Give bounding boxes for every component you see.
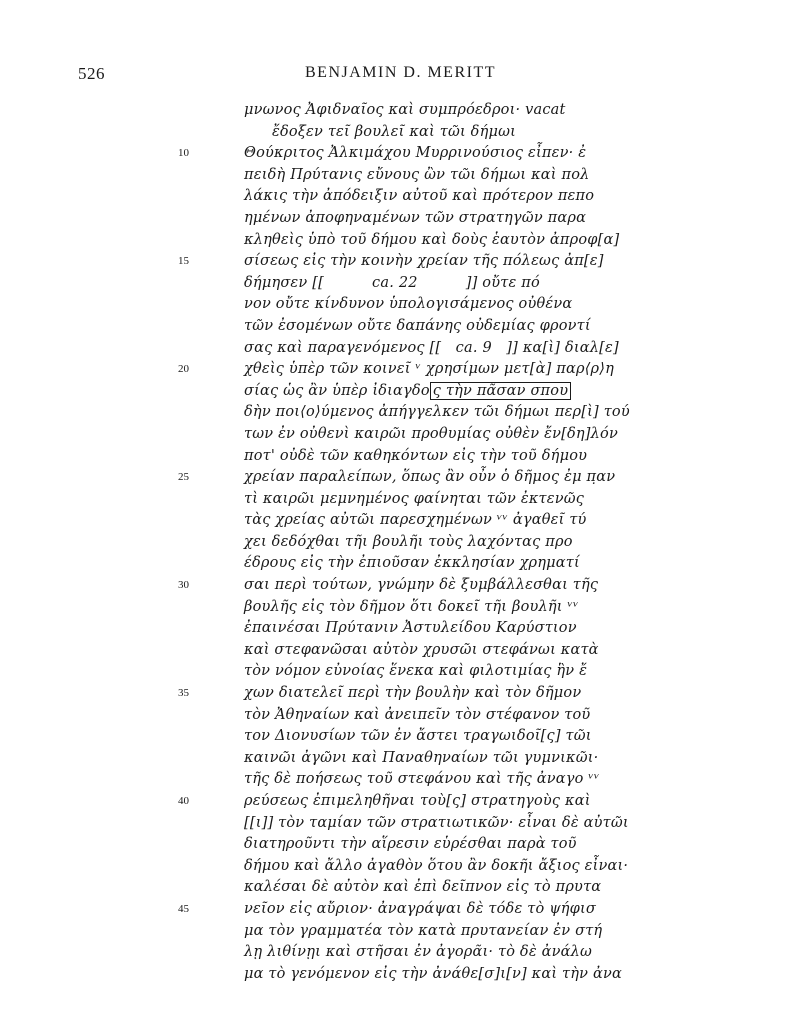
line-text: σας καὶ παραγενόμενος [[ ca. 9 ]] κα[ὶ] διαλ[ε] — [244, 339, 619, 356]
line-text: δήμου καὶ ἄλλο ἀγαθὸν ὅτου ἂν δοκῆι ἄξιος εἶναι· — [244, 857, 629, 874]
line-text: έδρους εἰς τὴν ἐπιοῦσαν ἐκκλησίαν χρηματί — [244, 555, 580, 572]
text-line — [0, 575, 801, 597]
running-head: BENJAMIN D. MERITT — [305, 64, 496, 81]
line-text: χων διατελεῖ περὶ τὴν βουλὴν καὶ τὸν δῆμον — [244, 685, 582, 702]
line-text: Θούκριτος Ἀλκιμάχου Μυρρινούσιος εἶπεν· ἐ — [244, 145, 587, 162]
text-line — [0, 381, 801, 403]
text-line — [0, 230, 801, 252]
line-text: καλέσαι δὲ αὐτὸν καὶ ἐπὶ δεῖπνον εἰς τὸ πρυτα — [244, 879, 602, 896]
text-line — [0, 489, 801, 511]
line-text: τὶ καιρῶι μεμνημένος φαίνηται τῶν ἐκτενῶς — [244, 490, 585, 507]
text-line — [0, 921, 801, 943]
line-number: 30 — [178, 579, 189, 592]
text-line — [0, 251, 801, 273]
text-line — [0, 532, 801, 554]
boxed-text: ς τὴν πᾶσαν σπου — [430, 382, 571, 400]
text-line — [0, 726, 801, 748]
line-text: τὸν νόμον εὐνοίας ἕνεκα καὶ φιλοτιμίας ἣν ἔ — [244, 663, 588, 680]
line-text: πειδὴ Πρύτανις εὔνους ὢν τῶι δήμωι καὶ πολ — [244, 166, 590, 183]
text-line — [0, 294, 801, 316]
line-number: 10 — [178, 147, 189, 160]
line-text: νεῖον εἰς αὔριον· ἀναγράψαι δὲ τόδε τὸ ψήφισ — [244, 900, 596, 917]
text-line — [0, 186, 801, 208]
text-line — [0, 208, 801, 230]
line-number: 15 — [178, 255, 189, 268]
line-text: λάκις τὴν ἀπόδειξιν αὐτοῦ καὶ πρότερον πεπο — [244, 188, 595, 205]
line-text: βουλῆς εἰς τὸν δῆμον ὅτι δοκεῖ τῆι βουλῆι ᵛᵛ — [244, 598, 579, 615]
text-line — [0, 338, 801, 360]
text-line — [0, 834, 801, 856]
line-text-before-box: σίας ὡς ἂν ὑπὲρ ἰδιαγδο — [244, 382, 430, 399]
line-text: καινῶι ἀγῶνι καὶ Παναθηναίων τῶι γυμνικῶι· — [244, 749, 599, 766]
text-line — [0, 424, 801, 446]
line-text: μα τὸ γενόμενον εἰς τὴν ἀνάθε[σ]ι[ν] καὶ τὴν ἀνα — [244, 965, 622, 982]
text-line — [0, 359, 801, 381]
line-text: σαι περὶ τούτων, γνώμην δὲ ξυμβάλλεσθαι τῆς — [244, 577, 599, 594]
text-line — [0, 791, 801, 813]
line-number: 25 — [178, 471, 189, 484]
line-text — [244, 381, 571, 403]
text-line — [0, 597, 801, 619]
line-text: τῆς δὲ ποήσεως τοῦ στεφάνου καὶ τῆς ἀναγο ᵛᵛ — [244, 771, 600, 788]
text-line — [0, 985, 801, 1007]
text-line — [0, 813, 801, 835]
text-line — [0, 165, 801, 187]
text-line — [0, 942, 801, 964]
line-text: κληθεὶς ὑπὸ τοῦ δήμου καὶ δοὺς ἑαυτὸν ἀπροφ[α] — [244, 231, 620, 248]
text-line — [0, 877, 801, 899]
inscription-text — [0, 100, 801, 1029]
text-line — [0, 856, 801, 878]
text-line — [0, 640, 801, 662]
text-line — [0, 510, 801, 532]
line-text: ἔδοξεν τεῖ βουλεῖ καὶ τῶι δήμωι — [272, 123, 517, 140]
line-text: καὶ στεφανῶσαι αὐτὸν χρυσῶι στεφάνωι κατὰ — [244, 641, 599, 658]
line-number: 35 — [178, 687, 189, 700]
line-text: σίσεως εἰς τὴν κοινὴν χρείαν τῆς πόλεως ἀπ[ε] — [244, 253, 604, 270]
text-line — [0, 899, 801, 921]
line-text: τὰς χρείας αὐτῶι παρεσχημένων ᵛᵛ ἀγαθεῖ τύ — [244, 512, 587, 529]
line-text: μα τὸν γραμματέα τὸν κατὰ πρυτανείαν ἐν στή — [244, 922, 603, 939]
line-text: μνωνος Ἀφιδναῖος καὶ συμπρόεδροι· vacat — [244, 102, 566, 118]
text-line — [0, 748, 801, 770]
text-line — [0, 683, 801, 705]
text-line — [0, 553, 801, 575]
text-line — [0, 316, 801, 338]
line-text: νον οὔτε κίνδυνον ὑπολογισάμενος οὐθένα — [244, 296, 573, 313]
line-number: 40 — [178, 795, 189, 807]
line-text: χθεὶς ὑπὲρ τῶν κοινεῖ ᵛ χρησίμων μετ[ὰ] παρ⟨ρ⟩η — [244, 361, 615, 378]
text-line — [0, 467, 801, 489]
text-line — [0, 705, 801, 727]
text-line — [0, 143, 801, 165]
text-line — [0, 661, 801, 683]
line-text: διατηροῦντι τὴν αἵρεσιν εὑρέσθαι παρὰ τοῦ — [244, 836, 577, 853]
text-line — [0, 122, 801, 144]
text-line — [0, 402, 801, 424]
text-line — [0, 618, 801, 640]
text-line — [0, 100, 801, 122]
line-text: τον Διονυσίων τῶν ἐν ἄστει τραγωιδοῖ[ς] τῶι — [244, 728, 592, 745]
page-number: 526 — [78, 64, 105, 83]
line-text: των ἐν οὐθενὶ καιρῶι προθυμίας οὐθὲν ἔν[δη]λόν — [244, 425, 618, 442]
line-text: ημένων ἀποφηναμένων τῶν στρατηγῶν παρα — [244, 209, 587, 226]
line-text: ἐπαινέσαι Πρύτανιν Ἀστυλείδου Καρύστιον — [244, 620, 577, 637]
text-line — [0, 273, 801, 295]
text-line — [0, 769, 801, 791]
line-text: [[ι]] τὸν ταμίαν τῶν στρατιωτικῶν· εἶναι δὲ αὐτῶι — [244, 814, 629, 831]
line-text: ποτ' οὐδὲ τῶν καθηκόντων εἰς τὴν τοῦ δήμου — [244, 447, 588, 464]
line-text: τῶν ἐσομένων οὔτε δαπάνης οὐδεμίας φροντί — [244, 317, 591, 334]
line-text: χρείαν παραλείπων, ὅπως ἂν οὖν ὁ δῆμος ἐμ π̣αν — [244, 469, 616, 486]
line-text: τὸν Ἀθηναίων καὶ ἀνειπεῖν τὸν στέφανον τοῦ — [244, 706, 591, 723]
line-text: λῃ λιθίνῃι καὶ στῆσαι ἐν ἀγορᾶι· τὸ δὲ ἀνάλω — [244, 944, 593, 961]
line-text: δὴν ποι⟨ο⟩ύμενος ἀπήγγελκεν τῶι δήμωι περ[ὶ] τού — [244, 404, 630, 421]
text-line — [0, 446, 801, 468]
text-line — [0, 964, 801, 986]
line-number: 45 — [178, 902, 189, 915]
text-line — [0, 1007, 801, 1029]
line-text: δήμησεν [[ ca. 22 ]] οὔτε πό — [244, 274, 540, 291]
line-text: ρεύσεως ἐπιμεληθῆναι τοὺ[ς] στρατηγοὺς καὶ — [244, 793, 591, 809]
line-number: 20 — [178, 363, 189, 376]
line-text: χει δεδόχθαι τῆι βουλῆι τοὺς λαχόντας προ — [244, 533, 573, 550]
